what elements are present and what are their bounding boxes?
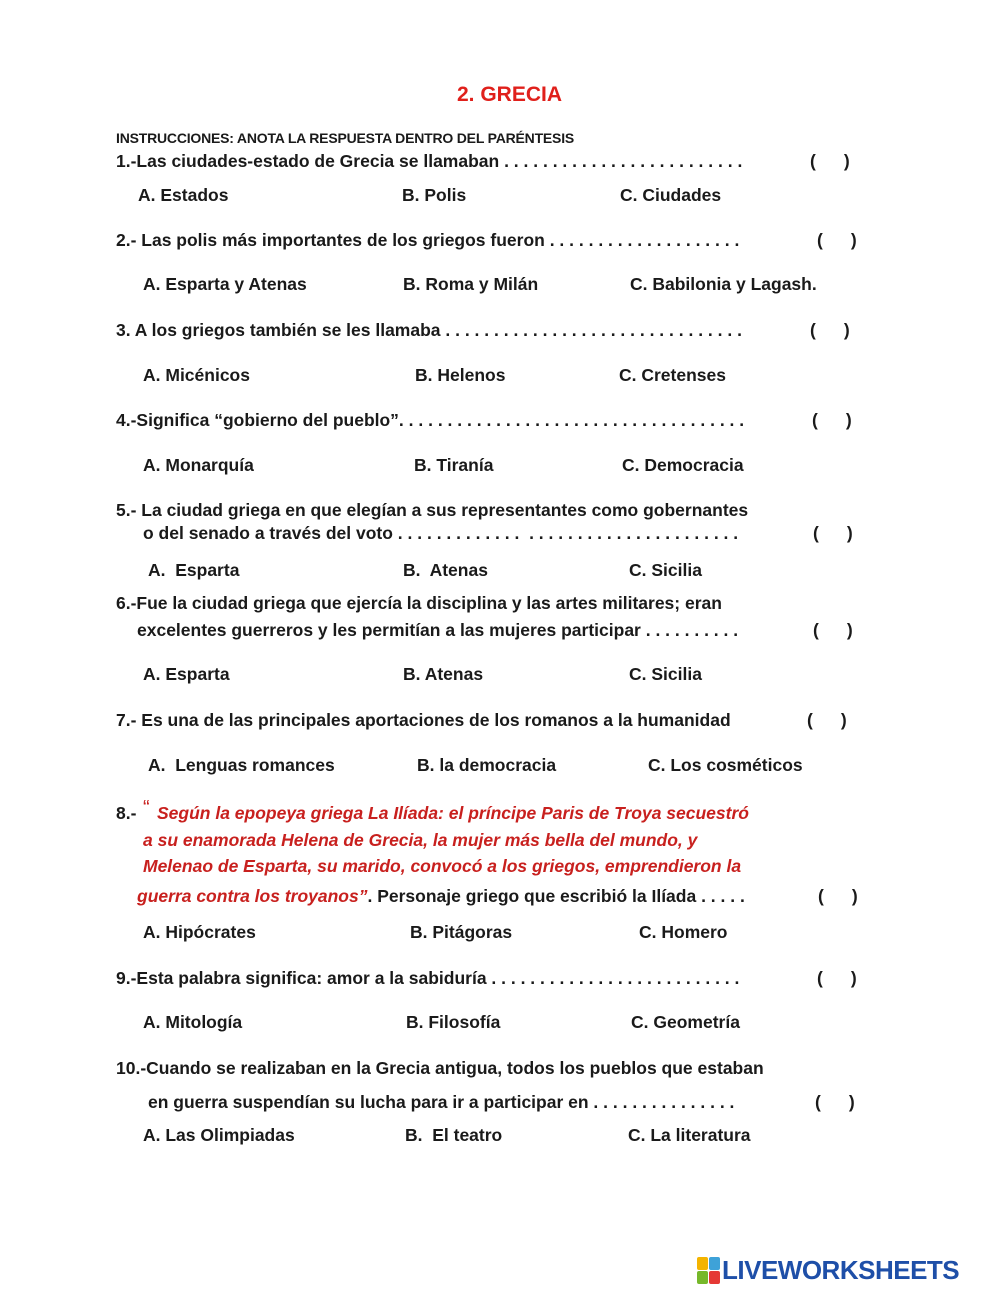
q8-option-a: A. Hipócrates	[143, 922, 256, 942]
q5-option-c: C. Sicilia	[629, 560, 702, 580]
q4-option-b: B. Tiranía	[414, 455, 494, 475]
logo-mark-tile	[697, 1271, 708, 1284]
quote-open-mark: “	[143, 797, 150, 819]
q9-option-b: B. Filosofía	[406, 1012, 501, 1032]
question-5-text: 5.- La ciudad griega en que elegían a sus representantes como gobernantes	[116, 500, 749, 520]
question-2-text: 2.- Las polis más importantes de los griegos fueron . . . . . . . . . . . . . . . . . . . .	[116, 230, 740, 250]
logo-mark-tile	[709, 1257, 720, 1270]
question-8-quote-line-2: a su enamorada Helena de Grecia, la mujer más bella del mundo, y	[143, 830, 698, 850]
paren-open: (	[813, 523, 819, 543]
q8-option-c: C. Homero	[639, 922, 728, 942]
paren-open: (	[815, 1092, 821, 1112]
q1-option-c: C. Ciudades	[620, 185, 722, 205]
q2-option-c: C. Babilonia y Lagash.	[630, 274, 817, 294]
question-8-tail: . Personaje griego que escribió la Ilíada . . . . .	[367, 886, 745, 906]
question-3-text: 3. A los griegos también se les llamaba . . . . . . . . . . . . . . . . . . . . . . . . . . . . . . .	[116, 320, 742, 340]
answer-box-4[interactable]	[812, 410, 852, 431]
instructions: INSTRUCCIONES: ANOTA LA RESPUESTA DENTRO DEL PARÉNTESIS	[116, 130, 575, 146]
q9-option-a: A. Mitología	[143, 1012, 243, 1032]
logo-mark-tile	[709, 1271, 720, 1284]
q7-option-a: A. Lenguas romances	[148, 755, 335, 775]
paren-open: (	[807, 710, 813, 730]
paren-close: )	[846, 620, 853, 640]
answer-box-1[interactable]	[810, 151, 850, 172]
paren-close: )	[848, 1092, 855, 1112]
q1-option-a: A. Estados	[138, 185, 229, 205]
question-10-text-line-2: en guerra suspendían su lucha para ir a participar en . . . . . . . . . . . . . . .	[148, 1092, 735, 1112]
question-10-text: 10.-Cuando se realizaban en la Grecia antigua, todos los pueblos que estaban	[116, 1058, 764, 1078]
paren-close: )	[840, 710, 847, 730]
q4-option-c: C. Democracia	[622, 455, 744, 475]
paren-open: (	[810, 320, 816, 340]
q3-option-b: B. Helenos	[415, 365, 506, 385]
paren-close: )	[850, 230, 857, 250]
question-8-number: 8.-	[116, 803, 137, 823]
answer-box-3[interactable]	[810, 320, 850, 341]
q2-option-a: A. Esparta y Atenas	[143, 274, 307, 294]
q8-option-b: B. Pitágoras	[410, 922, 513, 942]
question-1-text: 1.-Las ciudades-estado de Grecia se llamaban . . . . . . . . . . . . . . . . . . . . . . . . .	[116, 151, 743, 171]
q2-option-b: B. Roma y Milán	[403, 274, 539, 294]
paren-open: (	[817, 230, 823, 250]
question-6-text: 6.-Fue la ciudad griega que ejercía la disciplina y las artes militares; eran	[116, 593, 722, 613]
paren-open: (	[818, 886, 824, 906]
q3-option-a: A. Micénicos	[143, 365, 250, 385]
paren-close: )	[843, 320, 850, 340]
question-6-text-line-2: excelentes guerreros y les permitían a las mujeres participar . . . . . . . . . .	[137, 620, 739, 640]
q3-option-c: C. Cretenses	[619, 365, 726, 385]
q6-option-b: B. Atenas	[403, 664, 484, 684]
page-title: 2. GRECIA	[457, 83, 563, 106]
question-4-text: 4.-Significa “gobierno del pueblo”. . . . . . . . . . . . . . . . . . . . . . . . . . . . . . . . . . . .	[116, 410, 745, 430]
q10-option-a: A. Las Olimpiadas	[143, 1125, 295, 1145]
q6-option-a: A. Esparta	[143, 664, 230, 684]
q1-option-b: B. Polis	[402, 185, 467, 205]
q9-option-c: C. Geometría	[631, 1012, 740, 1032]
paren-open: (	[810, 151, 816, 171]
liveworksheets-logo-icon	[697, 1257, 719, 1283]
q10-option-c: C. La literatura	[628, 1125, 751, 1145]
answer-box-2[interactable]	[817, 230, 857, 251]
question-8-quote-line-4: guerra contra los troyanos”	[137, 886, 368, 906]
paren-open: (	[813, 620, 819, 640]
q5-option-a: A. Esparta	[148, 560, 240, 580]
q4-option-a: A. Monarquía	[143, 455, 254, 475]
question-8-quote-line-3: Melenao de Esparta, su marido, convocó a los griegos, emprendieron la	[143, 856, 742, 876]
logo-text: LIVEWORKSHEETS	[722, 1254, 960, 1285]
answer-box-5[interactable]	[813, 523, 853, 544]
answer-box-8[interactable]	[818, 886, 858, 907]
question-9-text: 9.-Esta palabra significa: amor a la sabiduría . . . . . . . . . . . . . . . . . . . . . . . . . .	[116, 968, 740, 988]
answer-box-9[interactable]	[817, 968, 857, 989]
answer-box-6[interactable]	[813, 620, 853, 641]
question-8-quote-line-1: Según la epopeya griega La Ilíada: el príncipe Paris de Troya secuestró	[157, 803, 749, 823]
question-7-text: 7.- Es una de las principales aportaciones de los romanos a la humanidad	[116, 710, 731, 730]
paren-close: )	[851, 886, 858, 906]
q5-option-b: B. Atenas	[403, 560, 488, 580]
question-5-text-line-2: o del senado a través del voto . . . . . . . . . . . . . . . . . . . . . . . . . . . . . . . . . . .	[143, 523, 739, 543]
q7-option-b: B. la democracia	[417, 755, 557, 775]
answer-box-10[interactable]	[815, 1092, 855, 1113]
paren-close: )	[846, 523, 853, 543]
paren-close: )	[850, 968, 857, 988]
q6-option-c: C. Sicilia	[629, 664, 702, 684]
logo-mark-tile	[697, 1257, 708, 1270]
answer-box-7[interactable]	[807, 710, 847, 731]
q7-option-c: C. Los cosméticos	[648, 755, 803, 775]
paren-open: (	[817, 968, 823, 988]
question-8-last-line	[137, 886, 745, 907]
q10-option-b: B. El teatro	[405, 1125, 503, 1145]
liveworksheets-logo[interactable]	[697, 1256, 959, 1284]
paren-close: )	[845, 410, 852, 430]
paren-close: )	[843, 151, 850, 171]
paren-open: (	[812, 410, 818, 430]
